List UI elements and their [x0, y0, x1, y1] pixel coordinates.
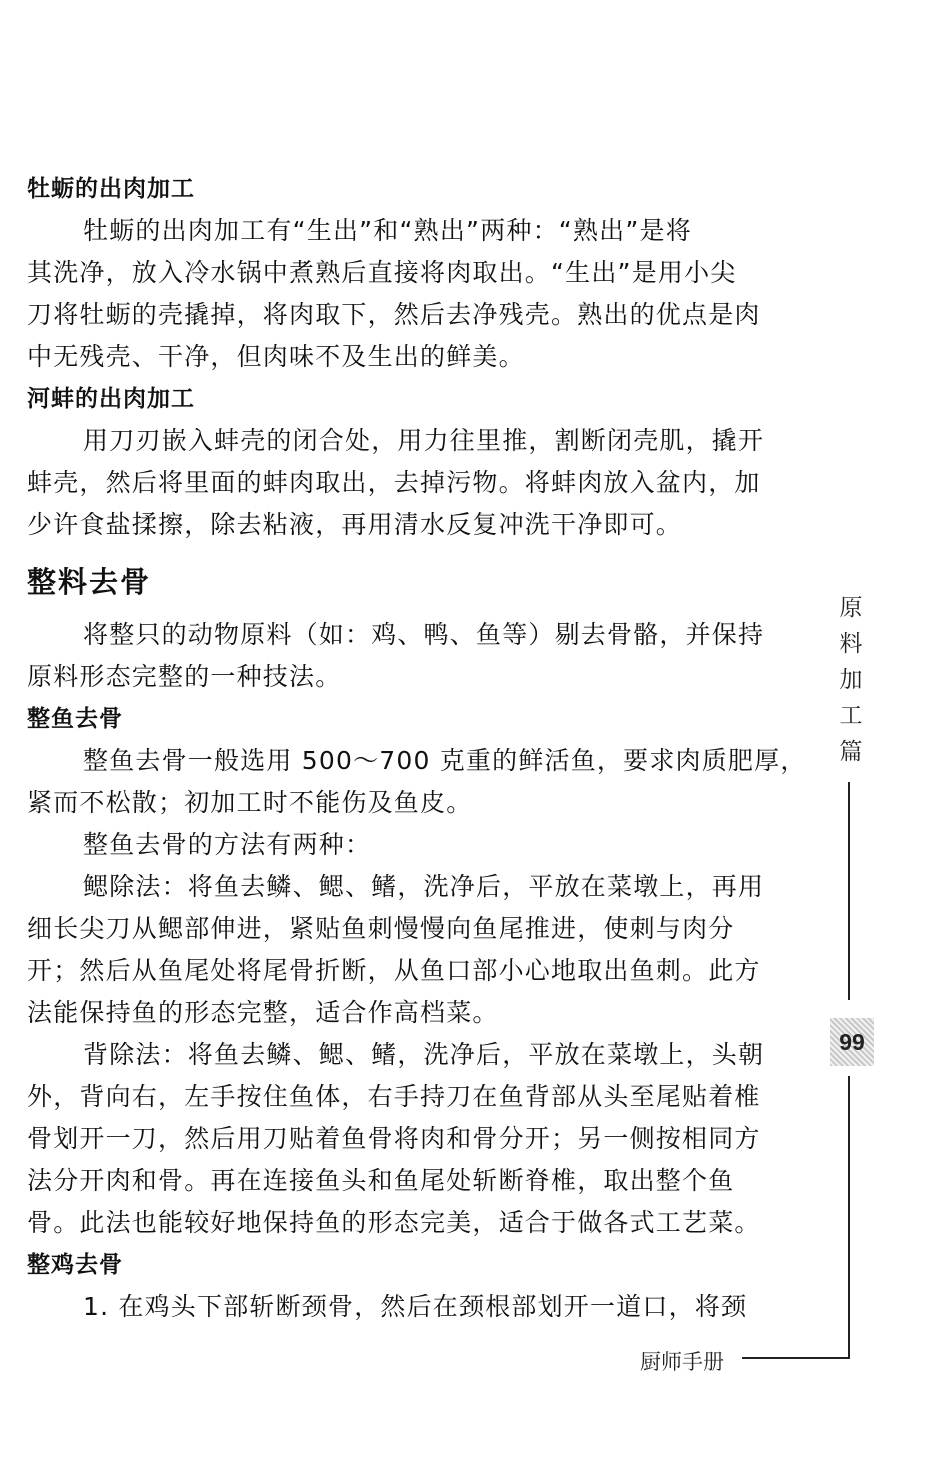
sidebar-char: 工	[839, 703, 863, 729]
section-heading: 整料去骨	[27, 565, 152, 599]
text-line: 紧而不松散；初加工时不能伤及鱼皮。	[27, 788, 473, 817]
subsection-heading: 整鱼去骨	[27, 706, 123, 732]
text-line: 其洗净，放入冷水锅中煮熟后直接将肉取出。“生出”是用小尖	[27, 258, 737, 287]
text-line: 用刀刃嵌入蚌壳的闭合处，用力往里推，割断闭壳肌，撬开	[83, 426, 765, 455]
text-line: 整鱼去骨一般选用 500～700 克重的鲜活鱼，要求肉质肥厚，	[83, 746, 807, 775]
text-line: 细长尖刀从鳃部伸进，紧贴鱼刺慢慢向鱼尾推进，使刺与肉分	[27, 914, 735, 943]
text-line: 原料形态完整的一种技法。	[27, 662, 342, 691]
text-line: 刀将牡蛎的壳撬掉，将肉取下，然后去净残壳。熟出的优点是肉	[27, 300, 761, 329]
page-number: 99	[839, 1028, 865, 1055]
text-line: 1. 在鸡头下部斩断颈骨，然后在颈根部划开一道口，将颈	[83, 1292, 748, 1321]
text-line: 蚌壳，然后将里面的蚌肉取出，去掉污物。将蚌肉放入盆内，加	[27, 468, 761, 497]
text-line: 外，背向右，左手按住鱼体，右手持刀在鱼背部从头至尾贴着椎	[27, 1082, 761, 1111]
margin-rule-lower	[848, 1076, 850, 1359]
text-line: 中无残壳、干净，但肉味不及生出的鲜美。	[27, 342, 525, 371]
sidebar-char: 料	[839, 631, 863, 657]
text-line: 骨划开一刀，然后用刀贴着鱼骨将肉和骨分开；另一侧按相同方	[27, 1124, 761, 1153]
section-sidebar	[828, 590, 874, 770]
text-line: 少许食盐揉擦，除去粘液，再用清水反复冲洗干净即可。	[27, 510, 683, 539]
page-body	[27, 168, 817, 1328]
text-line: 法分开肉和骨。再在连接鱼头和鱼尾处斩断脊椎，取出整个鱼	[27, 1166, 735, 1195]
footer-title: 厨师手册	[640, 1350, 724, 1374]
sidebar-char: 原	[839, 595, 863, 621]
text-line: 牡蛎的出肉加工有“生出”和“熟出”两种：“熟出”是将	[83, 216, 692, 245]
sidebar-char: 篇	[839, 739, 863, 765]
margin-rule-upper	[848, 782, 850, 1000]
text-line: 鳃除法：将鱼去鳞、鳃、鳍，洗净后，平放在菜墩上，再用	[83, 872, 765, 901]
subsection-heading: 整鸡去骨	[27, 1252, 123, 1278]
sidebar-char: 加	[839, 667, 863, 693]
text-line: 骨。此法也能较好地保持鱼的形态完美，适合于做各式工艺菜。	[27, 1208, 761, 1237]
page-number-box	[830, 1018, 874, 1066]
footer-rule	[742, 1357, 850, 1359]
subsection-heading: 牡蛎的出肉加工	[27, 176, 195, 202]
text-line: 整鱼去骨的方法有两种：	[83, 830, 372, 859]
subsection-heading: 河蚌的出肉加工	[27, 386, 195, 412]
text-line: 将整只的动物原料（如：鸡、鸭、鱼等）剔去骨骼，并保持	[83, 620, 765, 649]
text-line: 背除法：将鱼去鳞、鳃、鳍，洗净后，平放在菜墩上，头朝	[83, 1040, 765, 1069]
text-line: 开；然后从鱼尾处将尾骨折断，从鱼口部小心地取出鱼刺。此方	[27, 956, 761, 985]
text-line: 法能保持鱼的形态完整，适合作高档菜。	[27, 998, 499, 1027]
